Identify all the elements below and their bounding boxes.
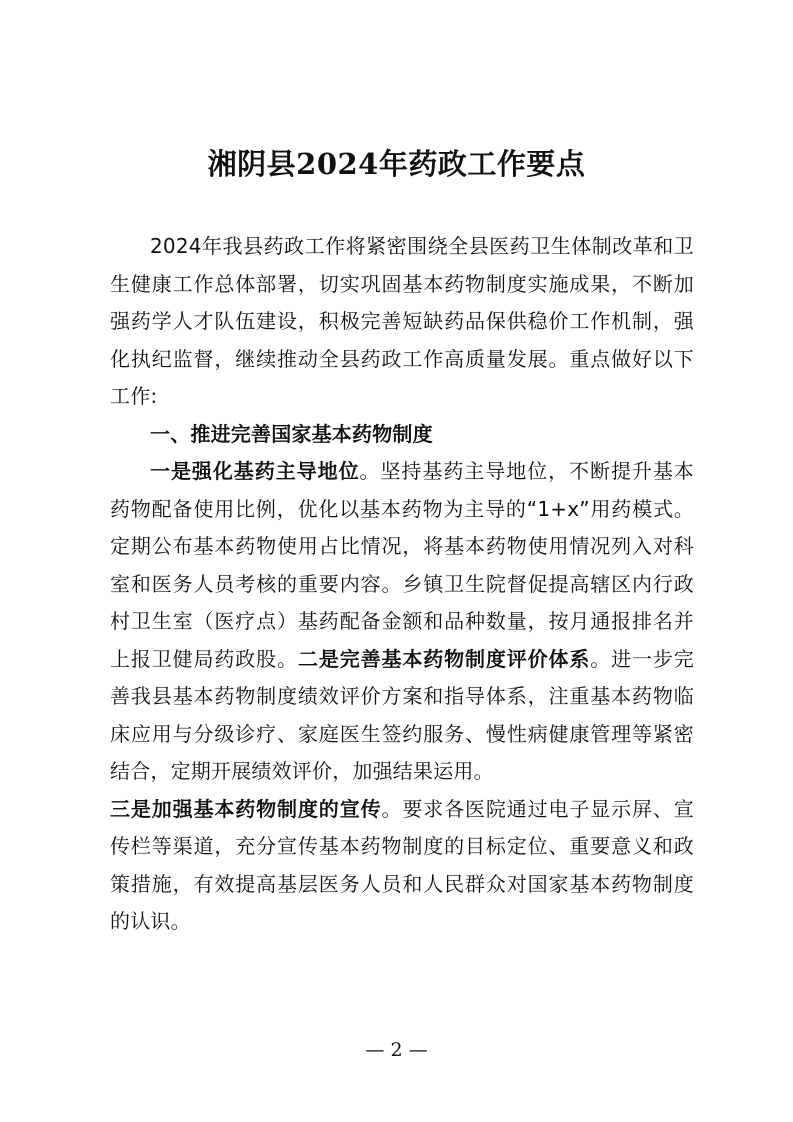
item1-title: 一是强化基药主导地位: [150, 459, 360, 483]
page-number: — 2 —: [365, 1039, 428, 1061]
document-title: 湘阴县2024年药政工作要点: [207, 147, 586, 181]
item2-text: 。进一步完善我县基本药物制度绩效评价方案和指导体系，注重基本药物临床应用与分级诊疗、家庭医生签约服务、慢性病健康管理等紧密结合，定期开展绩效评价，加强结果运用。: [110, 646, 694, 783]
item2-title: 二是完善基本药物制度评价体系: [297, 646, 591, 671]
item3-title: 三是加强基本药物制度的宣传: [110, 796, 382, 821]
section-paragraph: [110, 453, 694, 941]
document-body: [110, 228, 694, 941]
intro-paragraph: 2024年我县药政工作将紧密围绕全县医药卫生体制改革和卫生健康工作总体部署，切实巩固基本药物制度实施成果，不断加强药学人才队伍建设，积极完善短缺药品保供稳价工作机制，强化执纪监督，继续推动全县药政工作高质量发展。重点做好以下工作:: [110, 234, 694, 408]
item3-text: 。要求各医院通过电子显示屏、宣传栏等渠道，充分宣传基本药物制度的目标定位、重要意义和政策措施，有效提高基层医务人员和人民群众对国家基本药物制度的认识。: [110, 796, 695, 933]
item1-text: 。坚持基药主导地位，不断提升基本药物配备使用比例，优化以基本药物为主导的“1+x”用药模式。定期公布基本药物使用占比情况，将基本药物使用情况列入对科室和医务人员考核的重要内容。乡镇卫生院督促提高辖区内行政村卫生室（医疗点）基药配备金额和品种数量，按月通报排名并上报卫健局药政股。: [110, 459, 695, 671]
section-heading: 一、推进完善国家基本药物制度: [150, 421, 433, 446]
